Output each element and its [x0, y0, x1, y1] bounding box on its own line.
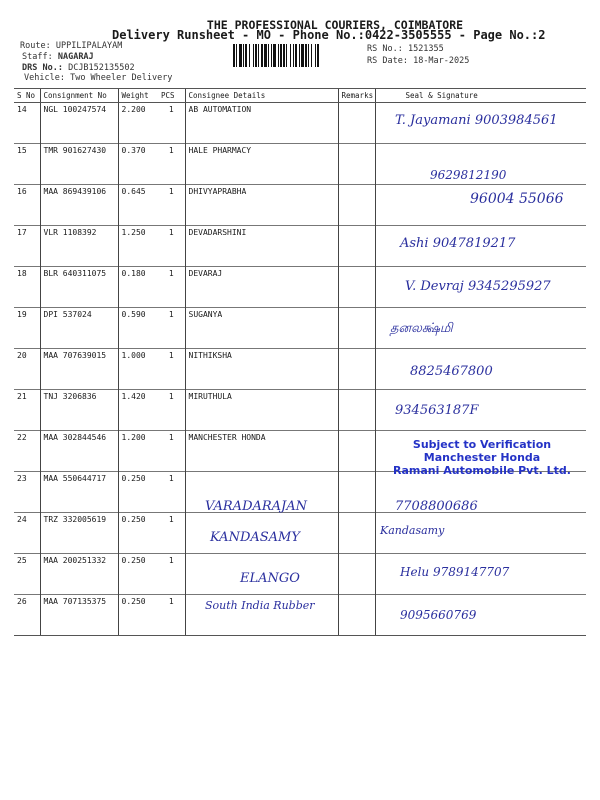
consignment-cell: MAA 869439106 [40, 185, 118, 226]
consignment-cell: MAA 707135375 [40, 595, 118, 636]
consignee-cell: DEVADARSHINI [185, 226, 338, 267]
handwritten-consignee: ELANGO [240, 571, 300, 587]
route-label: Route: [20, 41, 51, 51]
sno-cell: 15 [14, 144, 40, 185]
sno-cell: 19 [14, 308, 40, 349]
handwritten-consignee: VARADARAJAN [205, 498, 308, 514]
rs-date-value: 18-Mar-2025 [413, 56, 470, 66]
vehicle-value: Two Wheeler Delivery [70, 73, 173, 83]
handwritten-signature: T. Jayamani 9003984561 [395, 113, 558, 128]
sno-cell: 18 [14, 267, 40, 308]
runsheet-subtitle: Delivery Runsheet - MO - Phone No.:0422-3505555 - Page No.:2 [112, 28, 546, 42]
remarks-cell [338, 308, 375, 349]
drs-label: DRS No.: [22, 63, 63, 73]
barcode [233, 44, 361, 67]
consignment-cell: MAA 302844546 [40, 431, 118, 472]
weight-cell: 2.200 [118, 103, 158, 144]
stamp-line-2: Manchester Honda [423, 451, 541, 464]
rs-no-label: RS No.: [367, 44, 403, 54]
handwritten-signature: Helu 9789147707 [400, 565, 510, 580]
sno-cell: 20 [14, 349, 40, 390]
consignee-cell: NITHIKSHA [185, 349, 338, 390]
weight-cell: 1.250 [118, 226, 158, 267]
col-header-weight: Weight [118, 89, 158, 103]
handwritten-signature: 9095660769 [400, 608, 477, 623]
weight-cell: 0.590 [118, 308, 158, 349]
handwritten-signature: 96004 55066 [470, 191, 564, 208]
col-header-pcs: PCS [158, 89, 185, 103]
table-row [14, 513, 586, 554]
pcs-cell: 1 [158, 349, 185, 390]
barcode-bar [319, 44, 321, 67]
col-header-consignment: Consignment No [40, 89, 118, 103]
remarks-cell [338, 267, 375, 308]
remarks-cell [338, 513, 375, 554]
handwritten-signature: 9629812190 [430, 168, 507, 183]
vehicle-line [24, 73, 172, 83]
pcs-cell: 1 [158, 226, 185, 267]
consignee-cell: MIRUTHULA [185, 390, 338, 431]
handwritten-signature: 8825467800 [410, 363, 493, 379]
weight-cell: 0.250 [118, 554, 158, 595]
pcs-cell: 1 [158, 554, 185, 595]
rs-no-value: 1521355 [407, 44, 444, 54]
consignment-cell: TRZ 332005619 [40, 513, 118, 554]
pcs-cell: 1 [158, 431, 185, 472]
staff-label: Staff: [22, 52, 53, 62]
consignment-cell: NGL 100247574 [40, 103, 118, 144]
remarks-cell [338, 472, 375, 513]
handwritten-signature: Kandasamy [380, 524, 445, 537]
consignee-cell: AB AUTOMATION [185, 103, 338, 144]
vehicle-label: Vehicle: [24, 73, 65, 83]
sno-cell: 25 [14, 554, 40, 595]
col-header-remarks: Remarks [338, 89, 375, 103]
consignment-cell: MAA 200251332 [40, 554, 118, 595]
col-header-signature: Seal & Signature [375, 89, 586, 103]
pcs-cell: 1 [158, 103, 185, 144]
verification-stamp [392, 438, 572, 477]
sno-cell: 23 [14, 472, 40, 513]
consignment-cell: TNJ 3206836 [40, 390, 118, 431]
remarks-cell [338, 390, 375, 431]
sno-cell: 14 [14, 103, 40, 144]
remarks-cell [338, 185, 375, 226]
handwritten-signature: 934563187F [395, 402, 479, 418]
rs-no-line [367, 44, 444, 54]
table-header-row [14, 89, 586, 103]
weight-cell: 0.250 [118, 595, 158, 636]
consignee-cell: SUGANYA [185, 308, 338, 349]
handwritten-signature: தனலக்ஷ்மி [390, 320, 453, 336]
col-header-consignee: Consignee Details [185, 89, 338, 103]
weight-cell: 1.000 [118, 349, 158, 390]
handwritten-consignee: South India Rubber [205, 599, 315, 613]
sno-cell: 22 [14, 431, 40, 472]
consignment-cell: DPI 537024 [40, 308, 118, 349]
table-row [14, 308, 586, 349]
remarks-cell [338, 554, 375, 595]
rs-date-label: RS Date: [367, 56, 408, 66]
consignment-cell: BLR 640311075 [40, 267, 118, 308]
col-header-sno: S No [14, 89, 40, 103]
sno-cell: 17 [14, 226, 40, 267]
staff-line [22, 52, 94, 62]
route-line [20, 41, 122, 51]
stamp-line-3: Ramani Automobile Pvt. Ltd. [393, 464, 571, 477]
consignment-cell: MAA 707639015 [40, 349, 118, 390]
table-row [14, 349, 586, 390]
remarks-cell [338, 431, 375, 472]
weight-cell: 0.180 [118, 267, 158, 308]
handwritten-signature: Ashi 9047819217 [400, 236, 516, 252]
pcs-cell: 1 [158, 472, 185, 513]
pcs-cell: 1 [158, 390, 185, 431]
consignee-cell: MANCHESTER HONDA [185, 431, 338, 472]
pcs-cell: 1 [158, 595, 185, 636]
remarks-cell [338, 103, 375, 144]
weight-cell: 1.200 [118, 431, 158, 472]
weight-cell: 1.420 [118, 390, 158, 431]
weight-cell: 0.250 [118, 472, 158, 513]
pcs-cell: 1 [158, 308, 185, 349]
pcs-cell: 1 [158, 267, 185, 308]
consignee-cell: DEVARAJ [185, 267, 338, 308]
rs-date-line [367, 56, 469, 66]
weight-cell: 0.645 [118, 185, 158, 226]
table-row [14, 390, 586, 431]
consignment-cell: MAA 550644717 [40, 472, 118, 513]
consignee-cell: DHIVYAPRABHA [185, 185, 338, 226]
sno-cell: 24 [14, 513, 40, 554]
remarks-cell [338, 226, 375, 267]
handwritten-consignee: KANDASAMY [210, 530, 300, 545]
handwritten-signature: 7708800686 [395, 498, 478, 514]
drs-line [22, 63, 135, 73]
company-title: THE PROFESSIONAL COURIERS, COIMBATORE [206, 18, 464, 32]
pcs-cell: 1 [158, 185, 185, 226]
staff-value: NAGARAJ [57, 52, 94, 62]
pcs-cell: 1 [158, 144, 185, 185]
weight-cell: 0.370 [118, 144, 158, 185]
remarks-cell [338, 349, 375, 390]
route-value: UPPILIPALAYAM [55, 41, 123, 51]
sno-cell: 21 [14, 390, 40, 431]
stamp-line-1: Subject to Verification [412, 438, 552, 451]
drs-value: DCJB152135502 [68, 63, 135, 73]
sno-cell: 16 [14, 185, 40, 226]
sno-cell: 26 [14, 595, 40, 636]
consignment-cell: TMR 901627430 [40, 144, 118, 185]
consignee-cell: HALE PHARMACY [185, 144, 338, 185]
remarks-cell [338, 144, 375, 185]
pcs-cell: 1 [158, 513, 185, 554]
handwritten-signature: V. Devraj 9345295927 [405, 279, 551, 295]
weight-cell: 0.250 [118, 513, 158, 554]
consignment-cell: VLR 1108392 [40, 226, 118, 267]
remarks-cell [338, 595, 375, 636]
